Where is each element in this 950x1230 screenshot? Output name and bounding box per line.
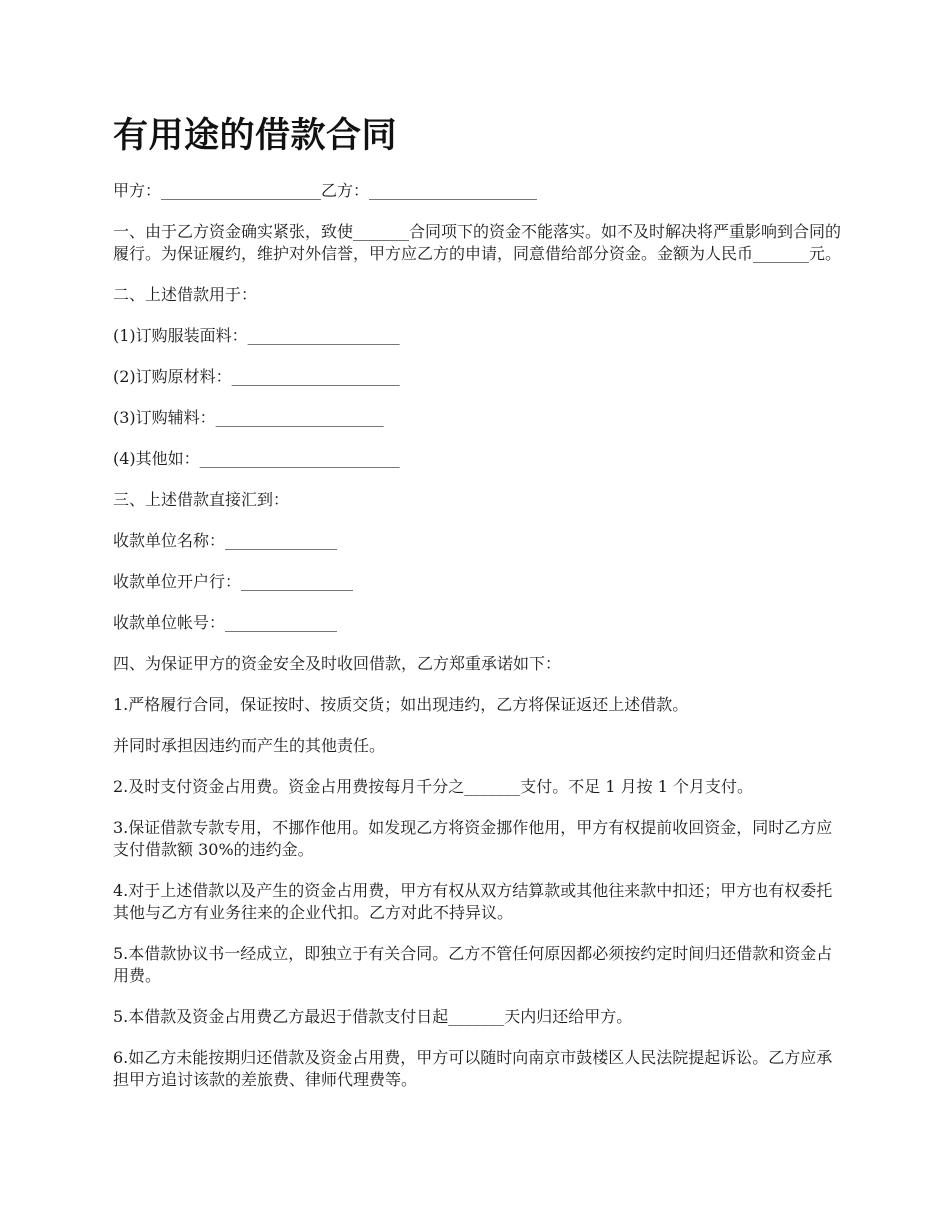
clause-2-heading: 二、上述借款用于： bbox=[113, 285, 258, 304]
document-title: 有用途的借款合同 bbox=[113, 116, 398, 156]
payee-name: 收款单位名称：______________ bbox=[113, 531, 338, 550]
promise-4: 4.对于上述借款以及产生的资金占用费，甲方有权从双方结算款或其他往来款中扣还；甲方也有权委托其他与乙方有业务往来的企业代扣。乙方对此不持异议。 bbox=[113, 881, 833, 922]
promise-2: 2.及时支付资金占用费。资金占用费按每月千分之_______支付。不足 1 月按 1 个月支付。 bbox=[113, 777, 753, 796]
payee-account: 收款单位帐号：______________ bbox=[113, 613, 338, 632]
promise-5b: 5.本借款及资金占用费乙方最迟于借款支付日起_______天内归还给甲方。 bbox=[113, 1007, 633, 1026]
promise-1-continued: 并同时承担因违约而产生的其他责任。 bbox=[113, 736, 386, 755]
clause-3-heading: 三、上述借款直接汇到： bbox=[113, 490, 290, 509]
use-item-2: (2)订购原材料：_____________________ bbox=[113, 367, 400, 386]
promise-3: 3.保证借款专款专用，不挪作他用。如发现乙方将资金挪作他用，甲方有权提前收回资金，同时乙方应支付借款额 30%的违约金。 bbox=[113, 818, 833, 859]
payee-bank: 收款单位开户行：______________ bbox=[113, 572, 354, 591]
use-item-1: (1)订购服装面料：___________________ bbox=[113, 326, 400, 345]
use-item-3: (3)订购辅料：_____________________ bbox=[113, 408, 384, 427]
promise-5a: 5.本借款协议书一经成立，即独立于有关合同。乙方不管任何原因都必须按约定时间归还借款和资金占用费。 bbox=[113, 944, 833, 985]
clause-1: 一、由于乙方资金确实紧张，致使_______合同项下的资金不能落实。如不及时解决将严重影响到合同的履行。为保证履约，维护对外信誉，甲方应乙方的申请，同意借给部分资金。金额为人民币_______元。 bbox=[113, 222, 842, 263]
parties-line: 甲方：____________________乙方：_____________________ bbox=[113, 181, 538, 200]
use-item-4: (4)其他如：_________________________ bbox=[113, 449, 400, 468]
promise-1: 1.严格履行合同，保证按时、按质交货；如出现违约，乙方将保证返还上述借款。 bbox=[113, 695, 689, 714]
promise-6: 6.如乙方未能按期归还借款及资金占用费，甲方可以随时向南京市鼓楼区人民法院提起诉讼。乙方应承担甲方追讨该款的差旅费、律师代理费等。 bbox=[113, 1048, 833, 1089]
clause-4-heading: 四、为保证甲方的资金安全及时收回借款，乙方郑重承诺如下： bbox=[113, 654, 562, 673]
document-page bbox=[113, 112, 843, 1110]
